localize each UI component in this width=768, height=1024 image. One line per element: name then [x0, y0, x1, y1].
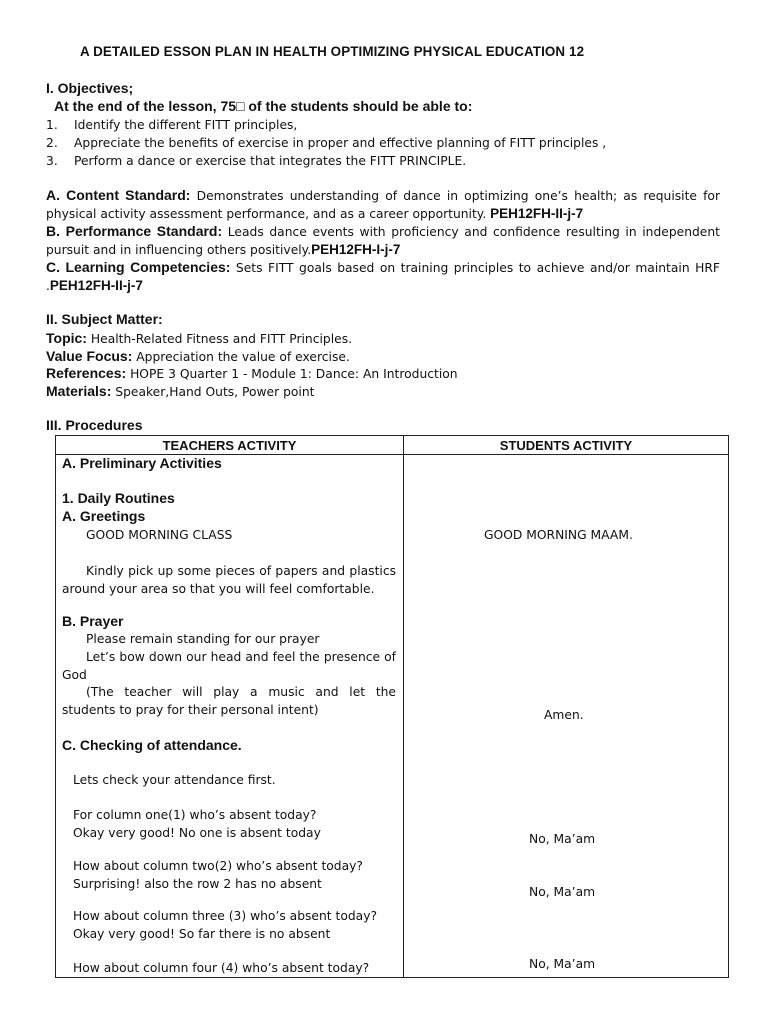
- document-title: A DETAILED ESSON PLAN IN HEALTH OPTIMIZING PHYSICAL EDUCATION 12: [80, 44, 585, 59]
- student-greeting: GOOD MORNING MAAM.: [484, 528, 633, 542]
- performance-standard: B. Performance Standard: Leads dance events with proficiency and confidence resulting in independent pursuit and in influencing others positively.PEH12FH-I-j-7: [46, 223, 720, 257]
- prayer-heading: B. Prayer: [62, 613, 124, 629]
- daily-routines-heading: 1. Daily Routines: [62, 490, 175, 506]
- subject-value-focus: Value Focus: Appreciation the value of exercise.: [46, 348, 350, 364]
- preliminary-heading: A. Preliminary Activities: [62, 455, 222, 471]
- teacher-activity-cell: [56, 455, 404, 978]
- greetings-heading: A. Greetings: [62, 508, 146, 524]
- subject-materials: Materials: Speaker,Hand Outs, Power point: [46, 383, 315, 399]
- list-item: 1. Identify the different FITT principles,: [46, 118, 298, 132]
- procedures-heading: III. Procedures: [46, 417, 143, 433]
- teacher-attendance-4a: How about column four (4) who’s absent today?: [73, 961, 370, 975]
- teacher-pickup-instruction: Kindly pick up some pieces of papers and plastics around your area so that you will feel comfortable.: [62, 564, 396, 596]
- teacher-attendance-2a: How about column two(2) who’s absent today?: [73, 859, 363, 873]
- subject-topic: Topic: Health-Related Fitness and FITT Principles.: [46, 330, 353, 346]
- procedures-table: [55, 435, 729, 978]
- student-activity-cell: [404, 455, 729, 978]
- attendance-heading: C. Checking of attendance.: [62, 737, 242, 753]
- teacher-prayer-1: Please remain standing for our prayer: [86, 632, 320, 646]
- learning-competencies: C. Learning Competencies: Sets FITT goals based on training principles to achieve and/or maintain HRF .PEH12FH-II-j-7: [46, 259, 720, 293]
- objectives-heading: I. Objectives;: [46, 80, 134, 96]
- list-item: 3. Perform a dance or exercise that integrates the FITT PRINCIPLE.: [46, 154, 467, 168]
- teacher-attendance-2b: Surprising! also the row 2 has no absent: [73, 877, 322, 891]
- subject-references: References: HOPE 3 Quarter 1 - Module 1: Dance: An Introduction: [46, 365, 458, 381]
- teacher-greeting: GOOD MORNING CLASS: [86, 528, 233, 542]
- student-reply-3: No, Ma’am: [529, 957, 596, 971]
- teacher-prayer-2: Let’s bow down our head and feel the presence of God: [62, 650, 396, 682]
- teacher-attendance-3b: Okay very good! So far there is no absent: [73, 927, 331, 941]
- objectives-list: [46, 116, 606, 170]
- teacher-attendance-1b: Okay very good! No one is absent today: [73, 826, 321, 840]
- col-header-teacher: TEACHERS ACTIVITY: [56, 436, 404, 455]
- objectives-intro: At the end of the lesson, 75□ of the students should be able to:: [54, 98, 473, 114]
- teacher-attendance-3a: How about column three (3) who’s absent today?: [73, 909, 377, 923]
- student-reply-2: No, Ma’am: [529, 885, 596, 899]
- subject-heading: II. Subject Matter:: [46, 311, 163, 327]
- list-item: 2. Appreciate the benefits of exercise in proper and effective planning of FITT principles ,: [46, 136, 607, 150]
- teacher-prayer-3: (The teacher will play a music and let the students to pray for their personal intent): [62, 685, 396, 717]
- teacher-attendance-intro: Lets check your attendance first.: [73, 773, 276, 787]
- student-reply-1: No, Ma’am: [529, 832, 596, 846]
- student-amen: Amen.: [544, 708, 584, 722]
- content-standard: A. Content Standard: Demonstrates understanding of dance in optimizing one’s health; as requisite for physical activity assessment performance, and as a career opportunity. PEH12FH-II-j-7: [46, 187, 721, 221]
- teacher-attendance-1a: For column one(1) who’s absent today?: [73, 808, 317, 822]
- col-header-student: STUDENTS ACTIVITY: [404, 436, 729, 455]
